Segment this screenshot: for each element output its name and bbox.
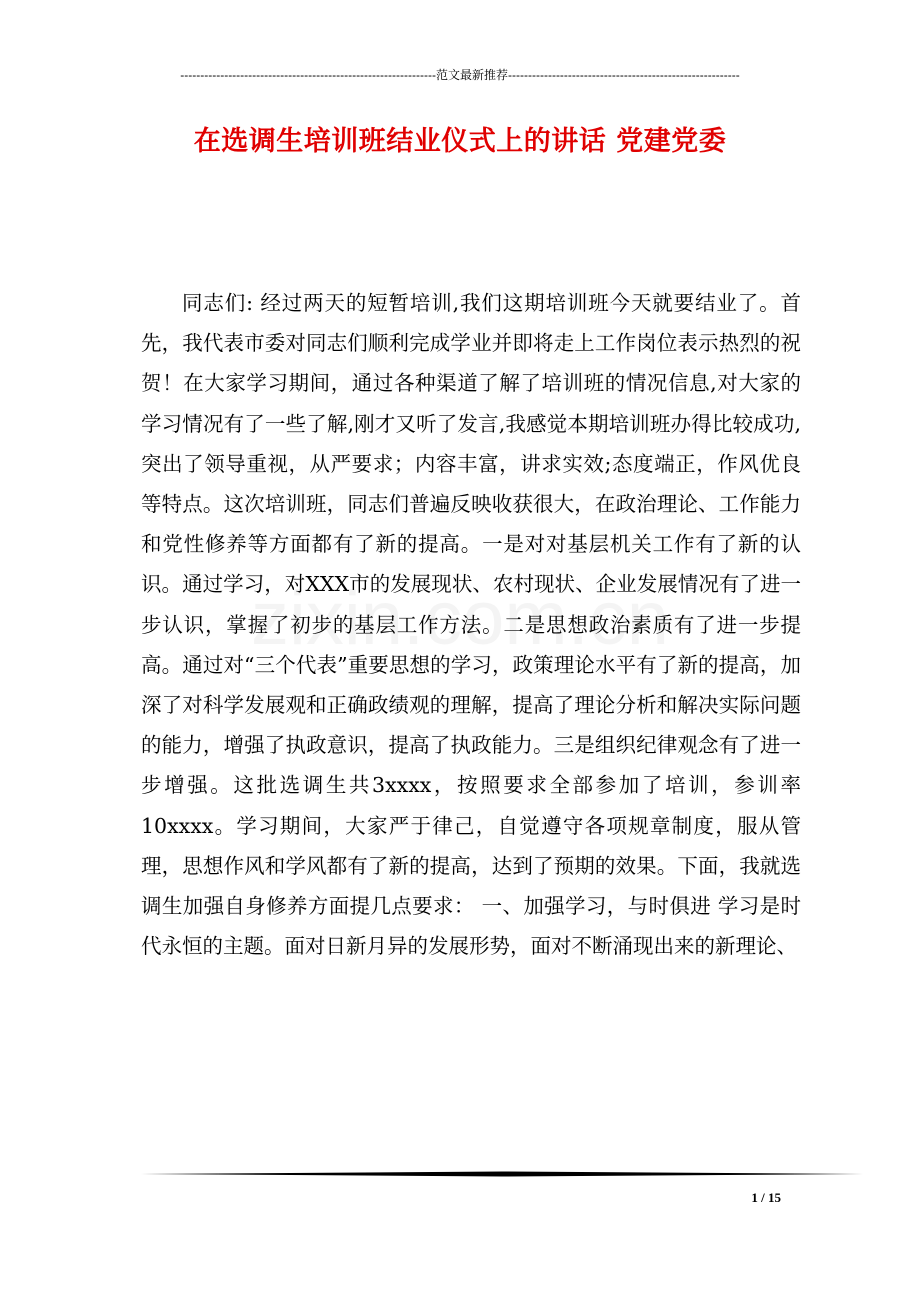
header-banner: ----------------------------------------------------------------范文最新推荐----------------------------------------------------------	[180, 68, 740, 82]
footer-divider	[141, 1170, 863, 1178]
document-title: 在选调生培训班结业仪式上的讲话 党建党委	[193, 126, 727, 157]
document-body: 同志们: 经过两天的短暂培训,我们这期培训班今天就要结业了。首先，我代表市委对同志们顺利完成学业并即将走上工作岗位表示热烈的祝贺！在大家学习期间，通过各种渠道了解了培训班的情况信息,对大家的学习情况有了一些了解,刚才又听了发言,我感觉本期培训班办得比较成功,突出了领导重视，从严要求；内容丰富，讲求实效;态度端正，作风优良等特点。这次培训班，同志们普遍反映收获很大，在政治理论、工作能力和党性修养等方面都有了新的提高。一是对对基层机关工作有了新的认识。通过学习，对XXX市的发展现状、农村现状、企业发展情况有了进一步认识，掌握了初步的基层工作方法。二是思想政治素质有了进一步提高。通过对“三个代表”重要思想的学习，政策理论水平有了新的提高，加深了对科学发展观和正确政绩观的理解，提高了理论分析和解决实际问题的能力，增强了执政意识，提高了执政能力。三是组织纪律观念有了进一步增强。这批选调生共3xxxx，按照要求全部参加了培训，参训率10xxxx。学习期间，大家严于律己，自觉遵守各项规章制度，服从管理，思想作风和学风都有了新的提高，达到了预期的效果。下面，我就选调生加强自身修养方面提几点要求： 一、加强学习，与时俱进 学习是时代永恒的主题。面对日新月异的发展形势，面对不断涌现出来的新理论、	[141, 291, 801, 959]
page-number: 1 / 15	[751, 1190, 781, 1205]
